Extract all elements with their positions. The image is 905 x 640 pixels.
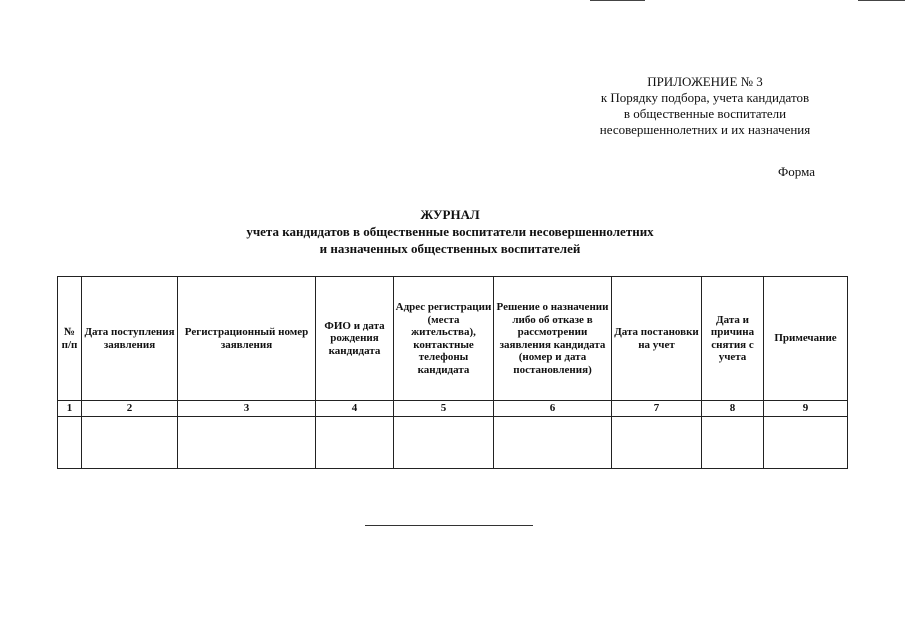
number-cell: 5 [394,401,494,417]
header-cell-decision: Решение о назначении либо об отказе в рассмотрении заявления кандидата (номер и дата постановления) [494,277,612,401]
empty-cell [82,417,178,469]
table-number-row [58,401,848,417]
top-rule-left [590,0,645,1]
number-cell: 2 [82,401,178,417]
number-cell: 7 [612,401,702,417]
appendix-block [560,74,850,138]
empty-cell [58,417,82,469]
journal-title-line: и назначенных общественных воспитателей [319,241,581,256]
empty-cell [764,417,848,469]
header-cell-removal: Дата и причина снятия с учета [702,277,764,401]
appendix-title: ПРИЛОЖЕНИЕ № 3 [647,74,763,89]
header-cell-registration-date: Дата постановки на учет [612,277,702,401]
journal-title [150,206,750,257]
top-rule-right [858,0,905,1]
header-cell-note: Примечание [764,277,848,401]
number-cell: 3 [178,401,316,417]
number-cell: 9 [764,401,848,417]
appendix-line: несовершеннолетних и их назначения [599,122,811,137]
number-cell: 4 [316,401,394,417]
header-cell-registration-number: Регистрационный номер заявления [178,277,316,401]
form-label: Форма [778,164,815,179]
header-cell-number: № п/п [58,277,82,401]
empty-cell [316,417,394,469]
journal-title-main: ЖУРНАЛ [420,207,480,222]
empty-cell [394,417,494,469]
journal-title-line: учета кандидатов в общественные воспитатели несовершеннолетних [246,224,654,239]
table-header-row [58,277,848,401]
empty-cell [178,417,316,469]
header-cell-address-phones: Адрес регистрации (места жительства), контактные телефоны кандидата [394,277,494,401]
number-cell: 8 [702,401,764,417]
empty-cell [612,417,702,469]
empty-cell [494,417,612,469]
appendix-line: в общественные воспитатели [623,106,787,121]
bottom-rule [365,525,533,526]
number-cell: 1 [58,401,82,417]
table-row [58,417,848,469]
number-cell: 6 [494,401,612,417]
appendix-line: к Порядку подбора, учета кандидатов [600,90,810,105]
empty-cell [702,417,764,469]
journal-table [57,276,848,469]
header-cell-name-birthdate: ФИО и дата рождения кандидата [316,277,394,401]
header-cell-application-date: Дата поступления заявления [82,277,178,401]
